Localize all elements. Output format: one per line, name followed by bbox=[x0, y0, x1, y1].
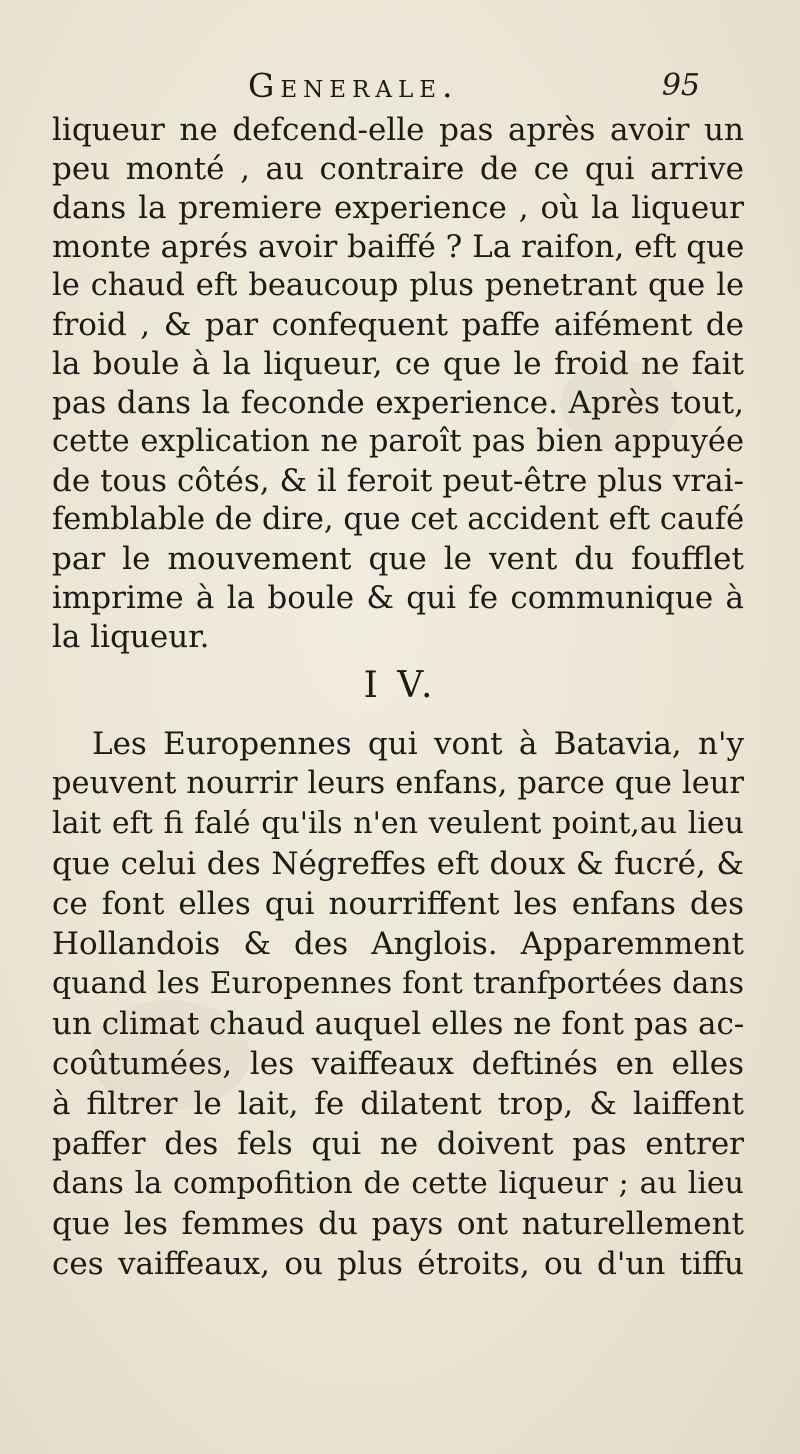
text-line: Les Europennes qui vont à Batavia, n'y bbox=[92, 726, 744, 762]
text-line: imprime à la boule & qui fe communique à bbox=[52, 580, 744, 616]
section-heading: I V. bbox=[363, 665, 437, 706]
text-line: à filtrer le lait, fe dilatent trop, & laiffent bbox=[52, 1086, 744, 1122]
text-line: lait eft fi falé qu'ils n'en veulent point,au lieu bbox=[52, 806, 744, 841]
text-line: quand les Europennes font tranfportées dans bbox=[52, 966, 744, 1001]
text-line: que celui des Négreffes eft doux & fucré, & bbox=[52, 846, 744, 882]
text-line: Hollandois & des Anglois. Apparemment bbox=[52, 926, 744, 962]
text-line: froid , & par confequent paffe aifément de bbox=[52, 307, 744, 343]
text-line: de tous côtés, & il feroit peut-être plus vrai- bbox=[52, 463, 744, 499]
text-line: ces vaiffeaux, ou plus étroits, ou d'un tiffu bbox=[52, 1246, 744, 1282]
text-line: monte aprés avoir baiffé ? La raifon, eft que bbox=[52, 229, 745, 265]
text-line: paffer des fels qui ne doivent pas entrer bbox=[52, 1126, 744, 1162]
text-line: la boule à la liqueur, ce que le froid ne fait bbox=[52, 346, 744, 382]
text-line: liqueur ne defcend-elle pas après avoir un bbox=[52, 112, 744, 148]
text-line: pas dans la feconde experience. Après tout, bbox=[52, 385, 744, 421]
page-number: 95 bbox=[661, 68, 700, 103]
text-line: cette explication ne paroît pas bien appuyée bbox=[52, 424, 744, 459]
text-line: le chaud eft beaucoup plus penetrant que le bbox=[52, 268, 744, 303]
page-header bbox=[60, 66, 700, 110]
text-line: dans la compofition de cette liqueur ; au lieu bbox=[52, 1166, 744, 1201]
running-head: Generale. bbox=[248, 66, 459, 105]
text-line: coûtumées, les vaiffeaux deftinés en elles bbox=[52, 1046, 744, 1082]
text-line: que les femmes du pays ont naturellement bbox=[52, 1206, 744, 1242]
text-line: femblable de dire, que cet accident eft caufé bbox=[52, 502, 745, 537]
text-line: par le mouvement que le vent du foufflet bbox=[52, 541, 744, 577]
text-line: un climat chaud auquel elles ne font pas ac- bbox=[52, 1006, 745, 1042]
text-line: peuvent nourrir leurs enfans, parce que leur bbox=[52, 766, 744, 801]
text-line: dans la premiere experience , où la liqueur bbox=[52, 190, 744, 226]
text-line: la liqueur. bbox=[52, 619, 210, 655]
text-line: peu monté , au contraire de ce qui arrive bbox=[52, 151, 744, 187]
text-line: ce font elles qui nourriffent les enfans des bbox=[52, 886, 744, 922]
